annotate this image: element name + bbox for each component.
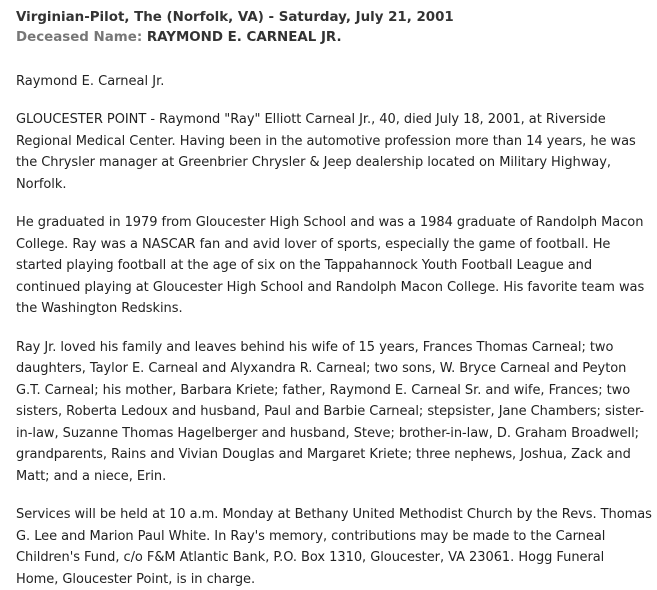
- paragraph-line: daughters, Taylor E. Carneal and Alyxandra R. Carneal; two sons, W. Bryce Carneal and Peyton: [16, 358, 643, 380]
- paragraph-line: Matt; and a niece, Erin.: [16, 466, 643, 488]
- paragraph-line: G.T. Carneal; his mother, Barbara Kriete; father, Raymond E. Carneal Sr. and wife, Frances; two: [16, 380, 643, 402]
- deceased-name-value: RAYMOND E. CARNEAL JR.: [147, 30, 342, 45]
- paragraph-line: Home, Gloucester Point, is in charge.: [16, 569, 643, 590]
- paragraph-line: sisters, Roberta Ledoux and husband, Paul and Barbie Carneal; stepsister, Jane Chambers; sister-: [16, 401, 643, 423]
- paragraph-line: the Chrysler manager at Greenbrier Chrysler & Jeep dealership located on Military Highway,: [16, 152, 643, 174]
- paragraph-line: Services will be held at 10 a.m. Monday at Bethany United Methodist Church by the Revs. Thomas: [16, 504, 643, 526]
- publication-title: Virginian-Pilot, The (Norfolk, VA) - Saturday, July 21, 2001: [16, 8, 647, 28]
- obituary-paragraph: [16, 212, 643, 320]
- paragraph-line: College. Ray was a NASCAR fan and avid lover of sports, especially the game of football. He: [16, 234, 643, 256]
- obituary-name: Raymond E. Carneal Jr.: [16, 71, 647, 92]
- paragraph-line: the Washington Redskins.: [16, 298, 643, 320]
- obituary-paragraph: [16, 109, 643, 195]
- paragraph-line: GLOUCESTER POINT - Raymond "Ray" Elliott Carneal Jr., 40, died July 18, 2001, at Riverside: [16, 109, 643, 131]
- paragraph-line: Regional Medical Center. Having been in the automotive profession more than 14 years, he was: [16, 131, 643, 153]
- paragraph-line: started playing football at the age of six on the Tappahannock Youth Football League and: [16, 255, 643, 277]
- deceased-name-label: Deceased Name:: [16, 30, 142, 45]
- paragraph-line: G. Lee and Marion Paul White. In Ray's memory, contributions may be made to the Carneal: [16, 526, 643, 548]
- paragraph-line: grandparents, Rains and Vivian Douglas and Margaret Kriete; three nephews, Joshua, Zack and: [16, 444, 643, 466]
- deceased-name-line: [16, 28, 647, 48]
- obituary-paragraph: [16, 337, 643, 488]
- paragraph-line: Ray Jr. loved his family and leaves behind his wife of 15 years, Frances Thomas Carneal; two: [16, 337, 643, 359]
- paragraph-line: Children's Fund, c/o F&M Atlantic Bank, P.O. Box 1310, Gloucester, VA 23061. Hogg Funeral: [16, 547, 643, 569]
- paragraph-line: in-law, Suzanne Thomas Hagelberger and husband, Steve; brother-in-law, D. Graham Broadwell;: [16, 423, 643, 445]
- paragraph-line: Norfolk.: [16, 174, 643, 196]
- paragraph-line: He graduated in 1979 from Gloucester High School and was a 1984 graduate of Randolph Macon: [16, 212, 643, 234]
- paragraph-line: continued playing at Gloucester High School and Randolph Macon College. His favorite team was: [16, 277, 643, 299]
- obituary-paragraph: [16, 504, 643, 590]
